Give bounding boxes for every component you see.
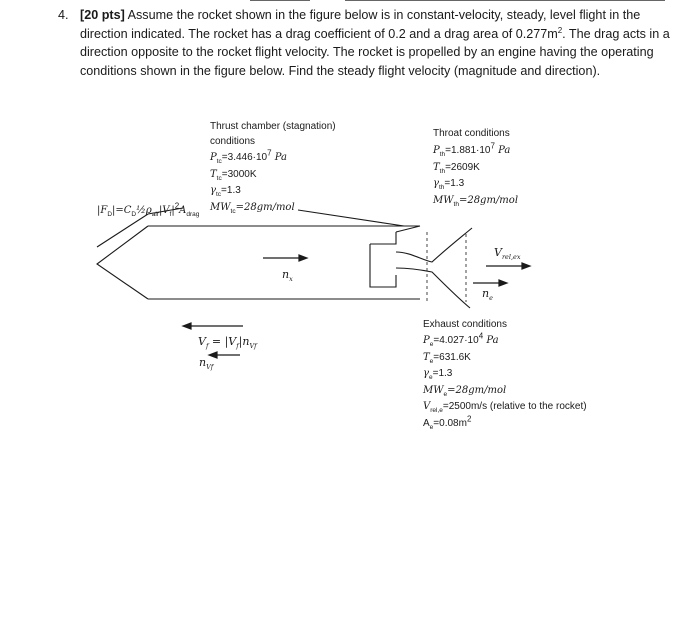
drag-equation: $|F_D|=C_D\frac{1}{2}\rho_{air}|V_f|^2A_{drag}$	[97, 201, 200, 218]
ne-label: $n_e$	[482, 287, 493, 303]
nx-arrowhead	[299, 255, 307, 261]
thrust-chamber-title-2: conditions	[210, 136, 256, 147]
throat-title: Throat conditions	[433, 128, 510, 139]
vf-arrowhead	[183, 323, 191, 329]
problem-text-2: . The drag acts in a direction opposite to the rocket flight velocity. The rocket is propelled by an engine having the operating conditions shown in the figure below. Find the steady flight velocity (magnitude and direction).	[80, 26, 670, 78]
th-gamma: $\gamma_{th}=1.3$	[433, 178, 465, 192]
tc-temperature: $T_{tc}=3000K$	[210, 168, 257, 182]
chamber-box-lower	[370, 244, 396, 287]
upper-wire	[298, 210, 404, 226]
problem-text-1: Assume the rocket shown in the figure below is in constant-velocity, steady, level flight in the direction indicated. The rocket has a drag coefficient of 0.2 and a drag area of 0.277m	[80, 8, 641, 41]
tc-pressure: $P_{tc}=3.446\cdot 10^7$ Pa	[210, 148, 287, 165]
tc-gamma: $\gamma_{tc}=1.3$	[210, 185, 241, 199]
e-gamma: $\gamma_e=1.3$	[423, 368, 453, 382]
nx-label: $n_x$	[282, 268, 293, 284]
e-exit-velocity: $V_{rel,e}=2500m/s$ (relative to the rocket)	[423, 401, 587, 415]
e-temperature: $T_e=631.6K$	[423, 351, 471, 365]
vf-equation: $V_f = |V_f|n_{Vf}$	[198, 335, 257, 351]
nozzle-lower	[396, 268, 470, 308]
rocket-body-upper	[97, 208, 183, 247]
vrel-label: $V_{rel,ex}$	[494, 246, 521, 262]
thrust-chamber-title: Thrust chamber (stagnation)	[210, 121, 336, 132]
tc-molecular-weight: $MW_{tc}=28gm$/mol	[210, 201, 295, 215]
nvf-label: $n_{Vf}$	[199, 356, 214, 372]
th-temperature: $T_{th}=2609K$	[433, 161, 480, 175]
ne-arrowhead	[499, 280, 507, 286]
problem-points: [20 pts]	[80, 8, 125, 22]
rocket-nose	[97, 226, 148, 299]
problem-number: 4.	[58, 8, 69, 22]
problem-text-exp: 2	[557, 25, 563, 35]
th-molecular-weight: $MW_{th}=28gm$/mol	[433, 194, 519, 208]
e-pressure: $P_e=4.027\cdot 10^4$ Pa	[423, 331, 499, 348]
e-molecular-weight: $MW_e=28gm$/mol	[423, 384, 507, 398]
chamber-box	[370, 232, 396, 244]
th-pressure: $P_{th}=1.881\cdot 10^7$ Pa	[433, 141, 511, 158]
e-exit-area: $A_e=0.08m^2$	[423, 414, 472, 431]
chamber-top-edge	[396, 226, 420, 232]
exhaust-title: Exhaust conditions	[423, 319, 507, 330]
nozzle-upper	[396, 228, 472, 262]
vrel-arrowhead	[522, 263, 530, 269]
